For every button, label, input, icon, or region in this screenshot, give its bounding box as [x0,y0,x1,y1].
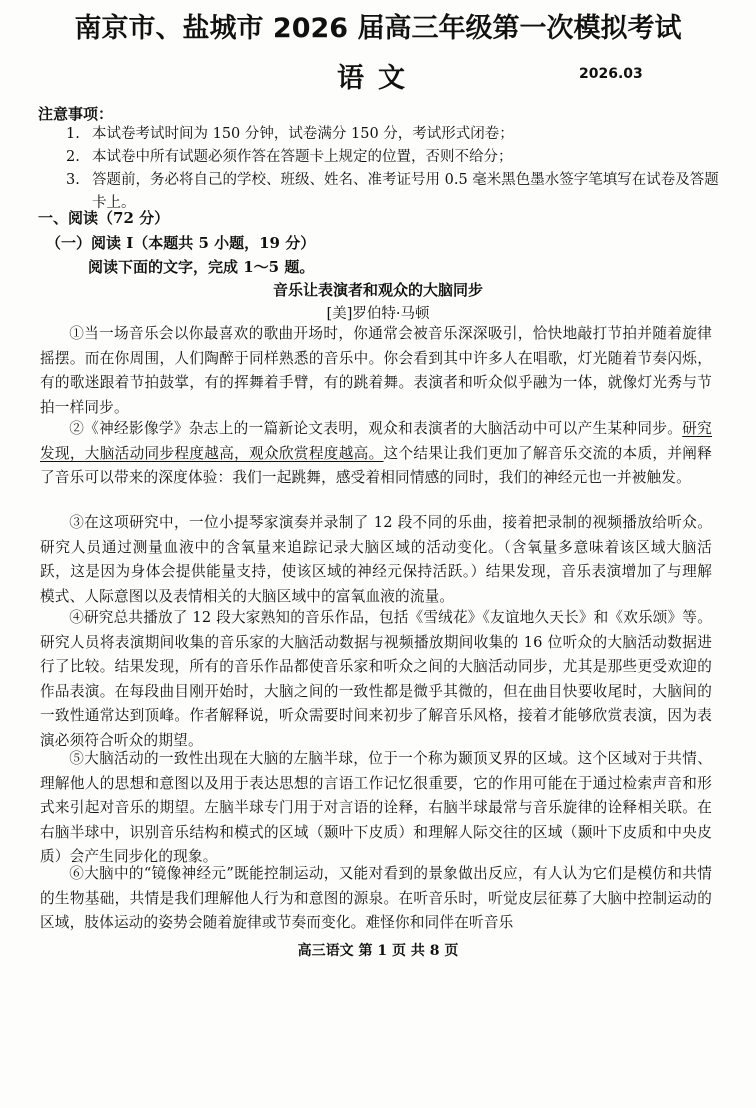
article-paragraph-4: ④研究总共播放了 12 段大家熟知的音乐作品，包括《雪绒花》《友谊地久天长》和《欢乐颂》等。研究人员将表演期间收集的音乐家的大脑活动数据与视频播放期间收集的 16 位听众的大脑活动数据进行了比较。结果发现，所有的音乐作品都使音乐家和听众之间的大脑活动同步，尤其是那些更受欢迎的作品表演。在每段曲目刚开始时，大脑之间的一致性都是微乎其微的，但在曲目快要收尾时，大脑间的一致性通常达到顶峰。作者解释说，听众需要时间来初步了解音乐风格，接着才能够欣赏表演，因为表演必须符合听众的期望。 [40,609,712,749]
paragraph-text: ②《神经影像学》杂志上的一篇新论文表明，观众和表演者的大脑活动中可以产生某种同步。 [69,420,683,437]
reading-instruction: 阅读下面的文字，完成 1～5 题。 [88,258,315,276]
notes-heading: 注意事项： [38,105,114,123]
page-footer: 高三语文 第 1 页 共 8 页 [297,943,459,959]
article-author: [美]罗伯特·马顿 [326,306,430,322]
note-item [66,146,730,169]
exam-date: 2026.03 [579,66,643,82]
note-number: 3. [66,172,80,188]
article-paragraph-6: ⑥大脑中的“镜像神经元”既能控制运动，又能对看到的景象做出反应，有人认为它们是模仿和共情的生物基础，共情是我们理解他人行为和意图的源泉。在听音乐时，听觉皮层征募了大脑中控制运动的区域，肢体运动的姿势会随着旋律或节奏而变化。难怪你和同伴在听音乐 [40,865,712,932]
section-heading: 一、阅读（72 分） [38,209,170,227]
note-text: 本试卷中所有试题必须作答在答题卡上规定的位置，否则不给分； [92,149,513,165]
note-text: 答题前，务必将自己的学校、班级、姓名、准考证号用 0.5 毫米黑色墨水签字笔填写在试卷及答题卡上。 [92,172,719,211]
article-paragraph-3: ③在这项研究中，一位小提琴家演奏并录制了 12 段不同的乐曲，接着把录制的视频播放给听众。研究人员通过测量血液中的含氧量来追踪记录大脑区域的活动变化。（含氧量多意味着该区域大脑活跃，这是因为身体会提供能量支持，使该区域的神经元保持活跃。）结果发现，音乐表演增加了与理解模式、人际意图以及表情相关的大脑区域中的富氧血液的流量。 [40,514,712,605]
note-number: 2. [66,149,80,165]
article-paragraph-1: ①当一场音乐会以你最喜欢的歌曲开场时，你通常会被音乐深深吸引，恰快地敲打节拍并随着旋律摇摆。而在你周围，人们陶醉于同样熟悉的音乐中。你会看到其中许多人在唱歌，灯光随着节奏闪烁，有的歌迷跟着节拍鼓掌，有的挥舞着手臂，有的跳着舞。表演者和听众似乎融为一体，就像灯光秀与节拍一样同步。 [40,325,712,416]
note-number: 1. [66,126,80,142]
underlined-sentence: 研究发现，大脑活动同步程度越高，观众欣赏程度越高。 [40,420,712,462]
exam-title: 南京市、盐城市 2026 届高三年级第一次模拟考试 [74,13,682,44]
paragraph-text: 这个结果让我们更加了解音乐交流的本质，并阐释了音乐可以带来的深度体验：我们一起跳舞，感受着相同情感的同时，我们的神经元也一并被触发。 [40,444,713,487]
note-item [66,123,730,146]
article-title: 音乐让表演者和观众的大脑同步 [272,281,483,299]
sub-section-heading: （一）阅读 Ⅰ（本题共 5 小题，19 分） [46,234,316,252]
article-paragraph-5: ⑤大脑活动的一致性出现在大脑的左脑半球，位于一个称为颞顶叉界的区域。这个区域对于共情、理解他人的思想和意图以及用于表达思想的言语工作记忆很重要，它的作用可能在于通过检索声音和形式来引起对音乐的期望。左脑半球专门用于对言语的诠释，右脑半球最常与音乐旋律的诠释相关联。在右脑半球中，识别音乐结构和模式的区域（颞叶下皮质）和理解人际交往的区域（颞叶下皮质和中央皮质）会产生同步化的现象。 [40,750,712,866]
note-text: 本试卷考试时间为 150 分钟，试卷满分 150 分，考试形式闭卷； [92,126,514,142]
article-paragraph-2 [40,417,712,491]
subject-title: 语文 [337,63,419,94]
